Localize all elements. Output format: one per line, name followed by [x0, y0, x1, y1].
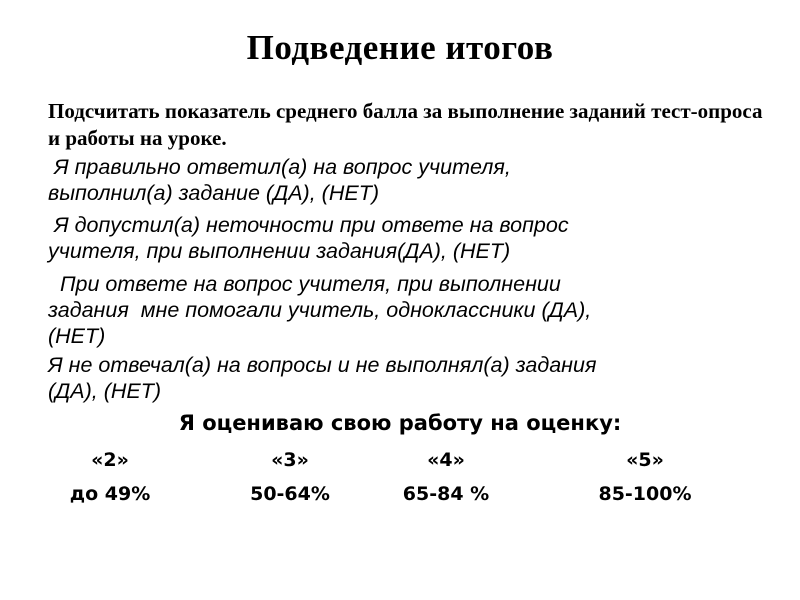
- grade-range-4: 65-84 %: [402, 483, 490, 505]
- item-line: Я допустил(а) неточности при ответе на вопрос: [48, 213, 569, 237]
- grade-label-5: «5»: [626, 449, 664, 471]
- item-line: (НЕТ): [48, 324, 106, 348]
- item-line: При ответе на вопрос учителя, при выполнении: [48, 272, 561, 296]
- grade-range-3: 50-64%: [250, 483, 330, 505]
- self-check-item-correct: [48, 154, 773, 206]
- self-check-item-inaccuracies: [48, 212, 773, 264]
- slide-title: Подведение итогов: [246, 28, 554, 67]
- grade-label-4: «4»: [427, 449, 465, 471]
- grade-range-2: до 49%: [69, 483, 151, 505]
- item-line: задания мне помогали учитель, одноклассники (ДА),: [48, 298, 592, 322]
- item-line: учителя, при выполнении задания(ДА), (НЕТ): [48, 239, 511, 263]
- item-line: Я правильно ответил(а) на вопрос учителя,: [48, 155, 511, 179]
- item-line: выполнил(а) задание (ДА), (НЕТ): [48, 181, 379, 205]
- grading-heading: Я оцениваю свою работу на оценку:: [178, 411, 622, 435]
- self-check-item-no-answer: [48, 352, 773, 404]
- grade-label-3: «3»: [271, 449, 309, 471]
- grade-range-5: 85-100%: [598, 483, 692, 505]
- grade-label-2: «2»: [91, 449, 129, 471]
- item-line: Я не отвечал(а) на вопросы и не выполнял(а) задания: [48, 353, 597, 377]
- intro-text: Подсчитать показатель среднего балла за выполнение заданий тест-опроса и работы на уроке.: [48, 99, 763, 150]
- item-line: (ДА), (НЕТ): [48, 379, 162, 403]
- self-check-item-help: [48, 271, 773, 349]
